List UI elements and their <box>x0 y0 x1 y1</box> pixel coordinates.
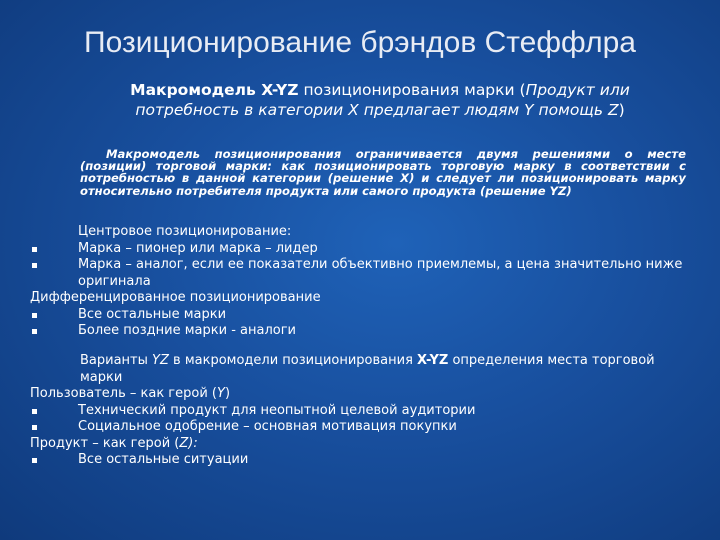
list-item <box>30 307 700 324</box>
yz-variants-intro: Варианты YZ в макромодели позиционирования X-YZ определения места торговой марки <box>80 353 655 385</box>
subtitle-model-name: Макромодель X-YZ <box>130 81 299 99</box>
subtitle-text: позиционирования марки ( <box>298 81 526 99</box>
list-item <box>30 452 700 469</box>
list-item-text: Все остальные ситуации <box>78 452 249 467</box>
list-item-text: Социальное одобрение – основная мотивация покупки <box>78 419 457 434</box>
model-description: Макромодель позиционирования ограничивается двумя решениями о месте (позиции) торговой марки: как позиционировать торговую марку в соответствии с потребностью в данной категории (решение X) и следует ли позиционировать марку относительно потребителя продукта или самого продукта (решение YZ) <box>80 147 686 198</box>
differentiated-positioning-heading: Дифференцированное позиционирование <box>30 290 321 305</box>
list-item-text: Более поздние марки - аналоги <box>78 323 296 338</box>
subtitle-formula: Продукт или потребность в категории X предлагает людям Y помощь Z <box>135 81 630 119</box>
bullet-icon <box>32 425 37 430</box>
bullet-icon <box>32 247 37 252</box>
list-item-text: Технический продукт для неопытной целевой аудитории <box>78 402 476 418</box>
slide-title: Позиционирование брэндов Стеффлра <box>84 26 636 59</box>
subtitle-close: ) <box>618 101 625 119</box>
bullet-icon <box>32 313 37 318</box>
list-item <box>30 419 700 436</box>
subtitle <box>100 80 660 120</box>
list-item-text: Марка – пионер или марка – лидер <box>78 240 318 256</box>
list-item <box>30 403 700 420</box>
list-item-text: Марка – аналог, если ее показатели объективно приемлемы, а цена значительно ниже оригинала <box>78 257 683 289</box>
bullet-icon <box>32 263 37 268</box>
list-item <box>30 323 700 340</box>
list-item-text: Все остальные марки <box>78 306 227 322</box>
list-item <box>30 241 700 258</box>
central-positioning-heading: Центровое позиционирование: <box>78 224 292 239</box>
yz-variants <box>30 353 700 469</box>
bullet-icon <box>32 409 37 414</box>
bullet-icon <box>32 458 37 463</box>
user-as-hero-heading: Пользователь – как герой (Y) <box>30 386 231 401</box>
product-as-hero-heading: Продукт – как герой (Z): <box>30 435 198 451</box>
list-item <box>30 257 700 290</box>
bullet-icon <box>32 329 37 334</box>
positioning-types <box>30 224 700 340</box>
